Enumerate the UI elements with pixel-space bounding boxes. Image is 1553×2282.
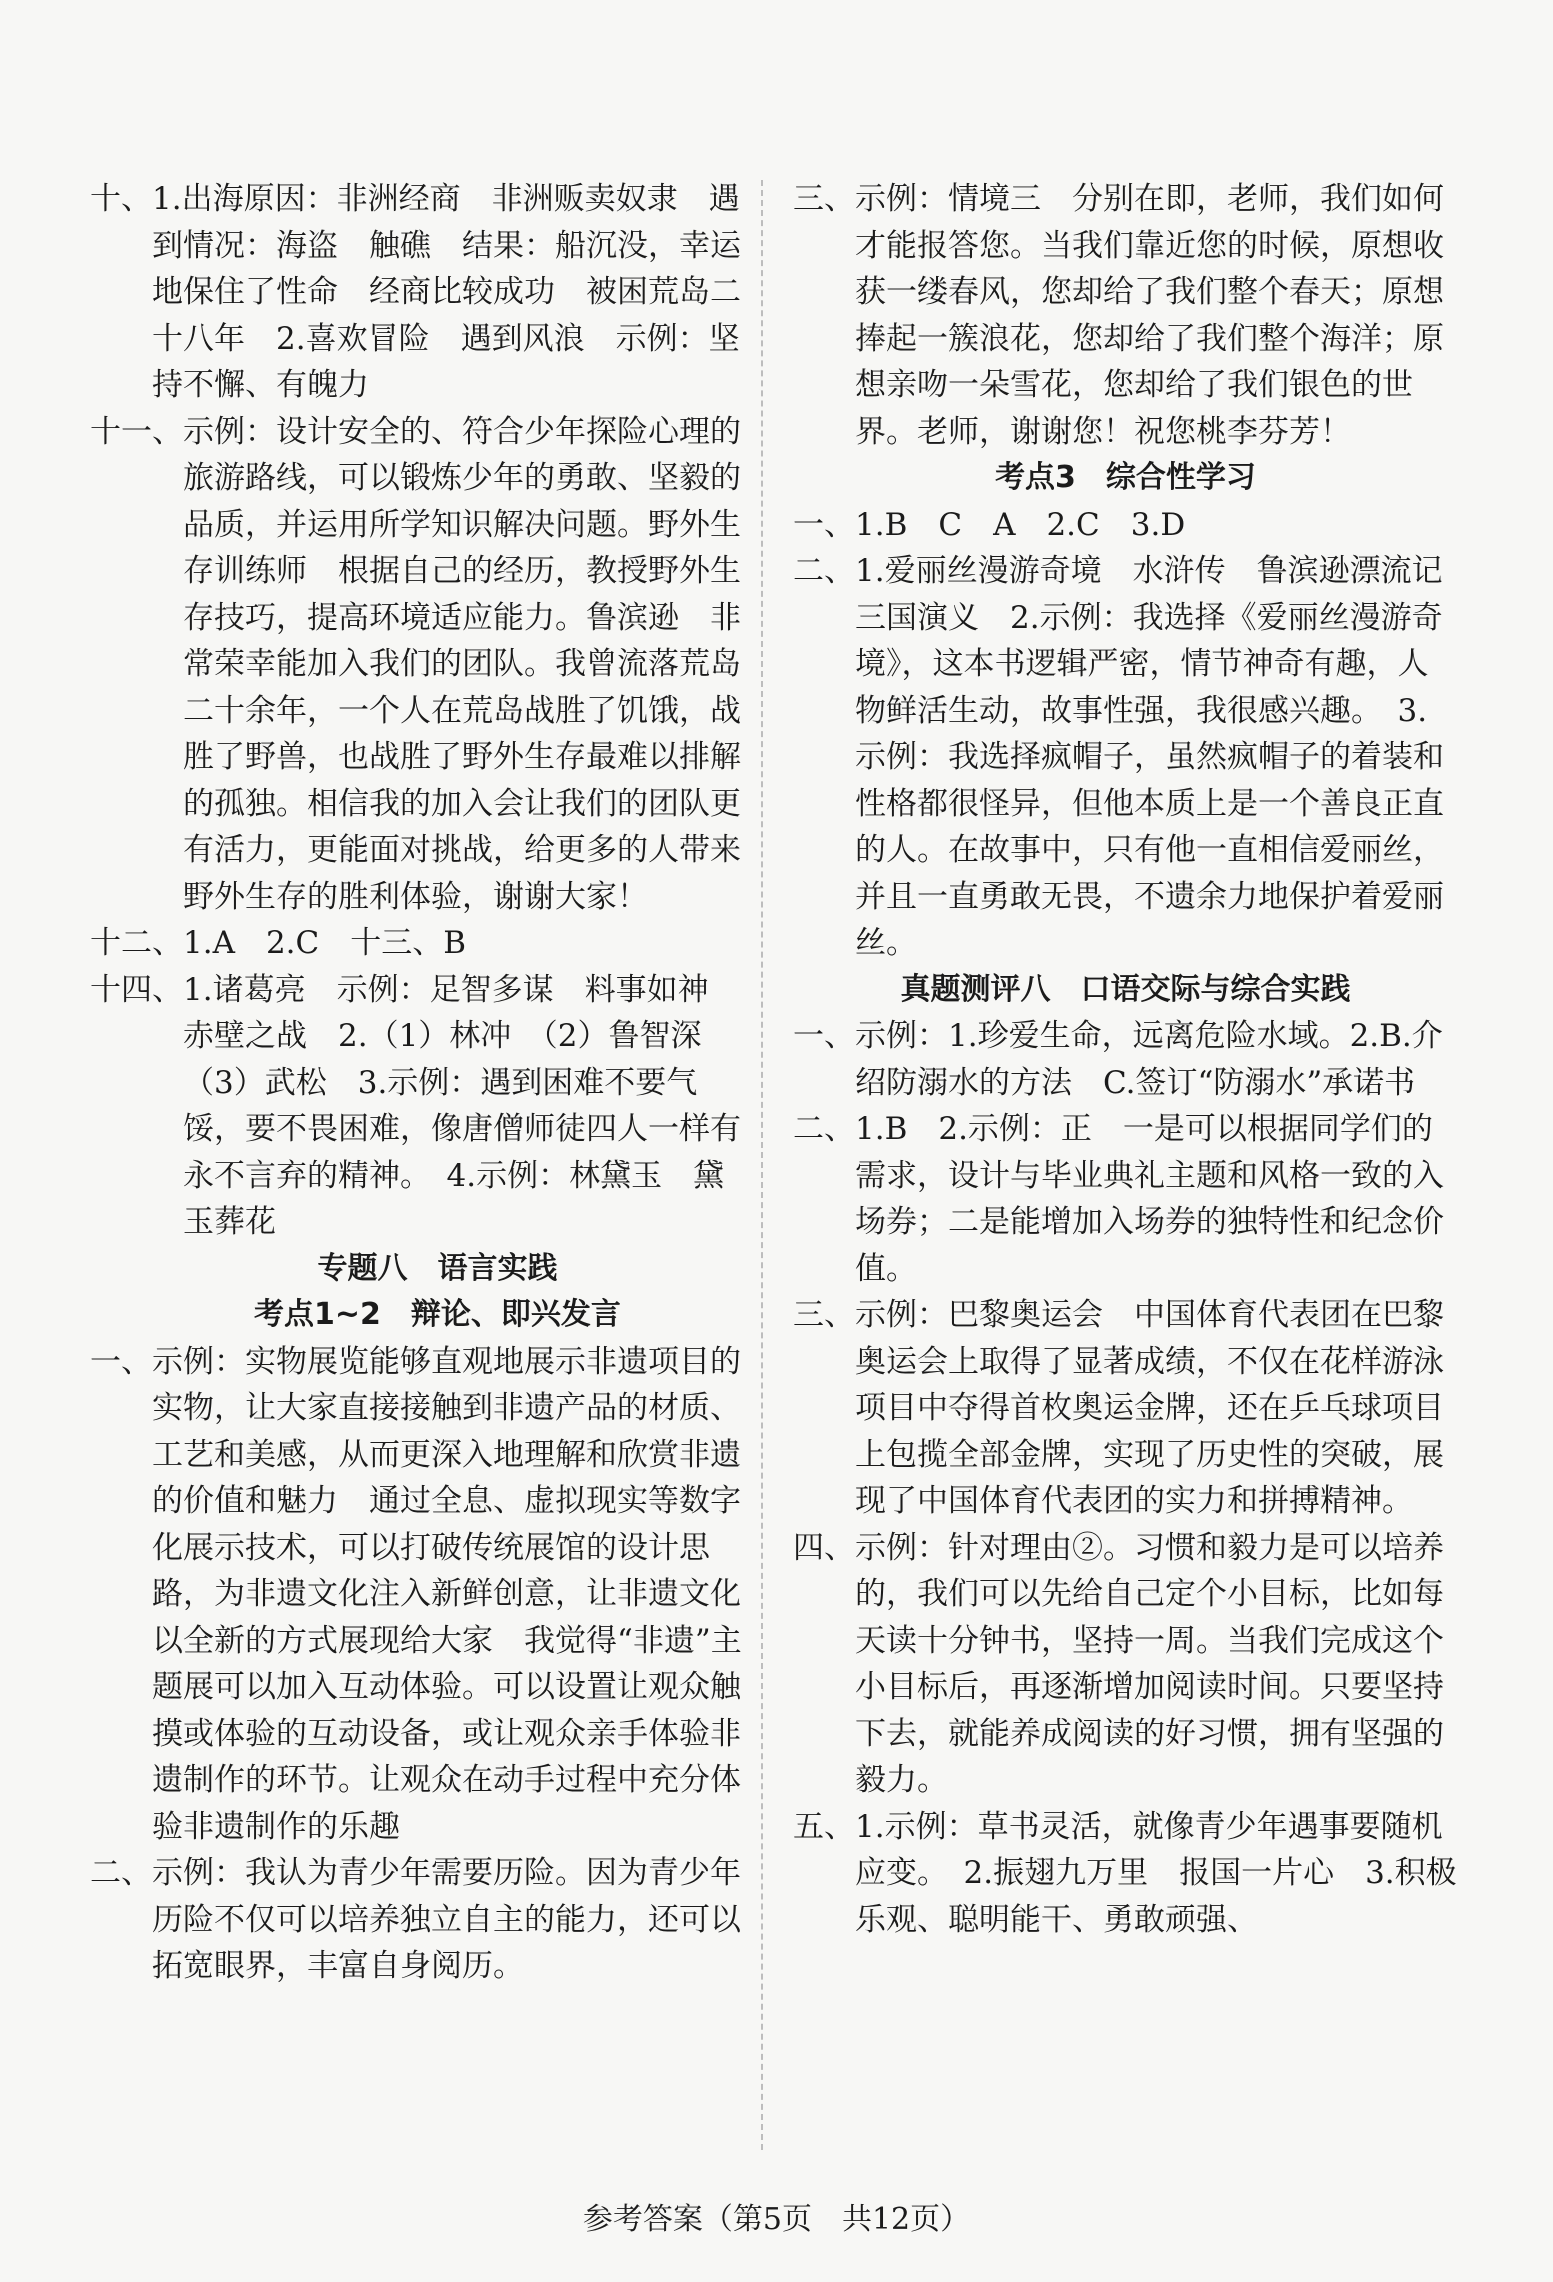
answer-number: 五、 <box>793 1808 855 1845</box>
answer-number: 十四、 <box>90 971 183 1008</box>
answer-text: 示例：实物展览能够直观地展示非遗项目的实物，让大家直接接触到非遗产品的材质、工艺和美感，从而更深入地理解和欣赏非遗的价值和魅力 通过全息、虚拟现实等数字化展示技术，可以打破传统展馆的设计思路，为非遗文化注入新鲜创意，让非遗文化以全新的方式展现给大家 我觉得“非遗”主题展可以加入互动体验。可以设置让观众触摸或体验的互动设备，或让观众亲手体验非遗制作的环节。让观众在动手过程中充分体验非遗制作的乐趣 <box>152 1343 742 1845</box>
answer-text: 1.B 2.示例：正 一是可以根据同学们的需求，设计与毕业典礼主题和风格一致的入场券；二是能增加入场券的独特性和纪念价值。 <box>855 1111 1444 1287</box>
answer-item <box>793 502 1458 549</box>
answer-number: 二、 <box>793 1111 855 1147</box>
answer-text: 示例：情境三 分别在即，老师，我们如何才能报答您。当我们靠近您的时候，原想收获一缕春风，您却给了我们整个春天；原想捧起一簇浪花，您却给了我们整个海洋；原想亲吻一朵雪花，您却给了我们银色的世界。老师，谢谢您！祝您桃李芬芳！ <box>855 181 1444 450</box>
answer-number: 三、 <box>793 181 855 217</box>
answer-item <box>793 1106 1458 1292</box>
answer-text: 1.爱丽丝漫游奇境 水浒传 鲁滨逊漂流记 三国演义 2.示例：我选择《爱丽丝漫游奇境》，这本书逻辑严密，情节神奇有趣，人物鲜活生动，故事性强，我很感兴趣。 3.示例：我选择疯帽子，虽然疯帽子的着装和性格都很怪异，但他本质上是一个善良正直的人。在故事中，只有他一直相信爱丽丝，并且一直勇敢无畏，不遗余力地保护着爱丽丝。 <box>855 553 1474 961</box>
answer-text: 1.出海原因：非洲经商 非洲贩卖奴隶 遇到情况：海盗 触礁 结果：船沉没，幸运地保住了性命 经商比较成功 被困荒岛二十八年 2.喜欢冒险 遇到风浪 示例：坚持不懈、有魄力 <box>152 181 741 403</box>
answer-item <box>90 920 755 967</box>
answer-text: 1.诸葛亮 示例：足智多谋 料事如神 赤壁之战 2.（1）林冲 （2）鲁智深 （3）武松 3.示例：遇到困难不要气馁，要不畏困难，像唐僧师徒四人一样有永不言弃的精神。 4.示例：林黛玉 黛玉葬花 <box>183 971 741 1240</box>
answer-item <box>793 1292 1458 1525</box>
answer-item <box>90 967 755 1246</box>
answer-item <box>90 176 755 409</box>
answer-number: 三、 <box>793 1297 855 1333</box>
answer-item <box>793 1013 1458 1106</box>
answer-number: 二、 <box>793 553 855 589</box>
answer-item <box>793 176 1458 455</box>
answer-item <box>90 409 755 921</box>
answer-text: 示例：设计安全的、符合少年探险心理的旅游路线，可以锻炼少年的勇敢、坚毅的品质，并运用所学知识解决问题。野外生存训练师 根据自己的经历，教授野外生存技巧，提高环境适应能力。鲁滨逊 非常荣幸能加入我们的团队。我曾流落荒岛二十余年，一个人在荒岛战胜了饥饿，战胜了野兽，也战胜了野外生存最难以排解的孤独。相信我的加入会让我们的团队更有活力，更能面对挑战，给更多的人带来野外生存的胜利体验，谢谢大家！ <box>183 413 741 915</box>
answer-number: 十二、 <box>90 925 183 961</box>
answer-item <box>90 1850 755 1990</box>
answer-text: 示例：1.珍爱生命，远离危险水域。2.B.介绍防溺水的方法 C.签订“防溺水”承诺书 <box>855 1018 1443 1101</box>
column-divider <box>761 180 763 2150</box>
answer-number: 四、 <box>793 1529 855 1566</box>
page-footer: 参考答案（第5页 共12页） <box>582 2202 971 2237</box>
answer-item <box>793 1804 1458 1944</box>
section-heading: 专题八 语言实践 <box>317 1250 558 1286</box>
right-column <box>793 176 1474 1943</box>
left-column <box>90 176 755 1990</box>
answer-item <box>793 548 1474 967</box>
answer-number: 一、 <box>793 506 855 543</box>
answer-number: 一、 <box>90 1343 152 1380</box>
answer-number: 十一、 <box>90 413 183 450</box>
answer-text: 示例：我认为青少年需要历险。因为青少年历险不仅可以培养独立自主的能力，还可以拓宽眼界，丰富自身阅历。 <box>152 1855 741 1984</box>
answer-number: 二、 <box>90 1855 152 1891</box>
answer-text: 示例：针对理由②。习惯和毅力是可以培养的，我们可以先给自己定个小目标，比如每天读十分钟书，坚持一周。当我们完成这个小目标后，再逐渐增加阅读时间。只要坚持下去，就能养成阅读的好习惯，拥有坚强的毅力。 <box>855 1529 1444 1798</box>
section-heading: 考点1~2 辩论、即兴发言 <box>254 1297 621 1332</box>
answer-text: 1.A 2.C 十三、B <box>183 925 467 961</box>
answer-number: 十、 <box>90 181 152 217</box>
answer-item <box>90 1339 755 1851</box>
answer-text: 1.示例：草书灵活，就像青少年遇事要随机应变。 2.振翅九万里 报国一片心 3.积极乐观、聪明能干、勇敢顽强、 <box>855 1808 1457 1938</box>
section-heading: 真题测评八 口语交际与综合实践 <box>900 971 1351 1007</box>
answer-text: 1.B C A 2.C 3.D <box>855 506 1186 543</box>
answer-item <box>793 1525 1458 1804</box>
section-heading: 考点3 综合性学习 <box>995 460 1256 495</box>
answer-text: 示例：巴黎奥运会 中国体育代表团在巴黎奥运会上取得了显著成绩，不仅在花样游泳项目中夺得首枚奥运金牌，还在乒乓球项目上包揽全部金牌，实现了历史性的突破，展现了中国体育代表团的实力和拼搏精神。 <box>855 1297 1444 1519</box>
answer-number: 一、 <box>793 1018 855 1054</box>
